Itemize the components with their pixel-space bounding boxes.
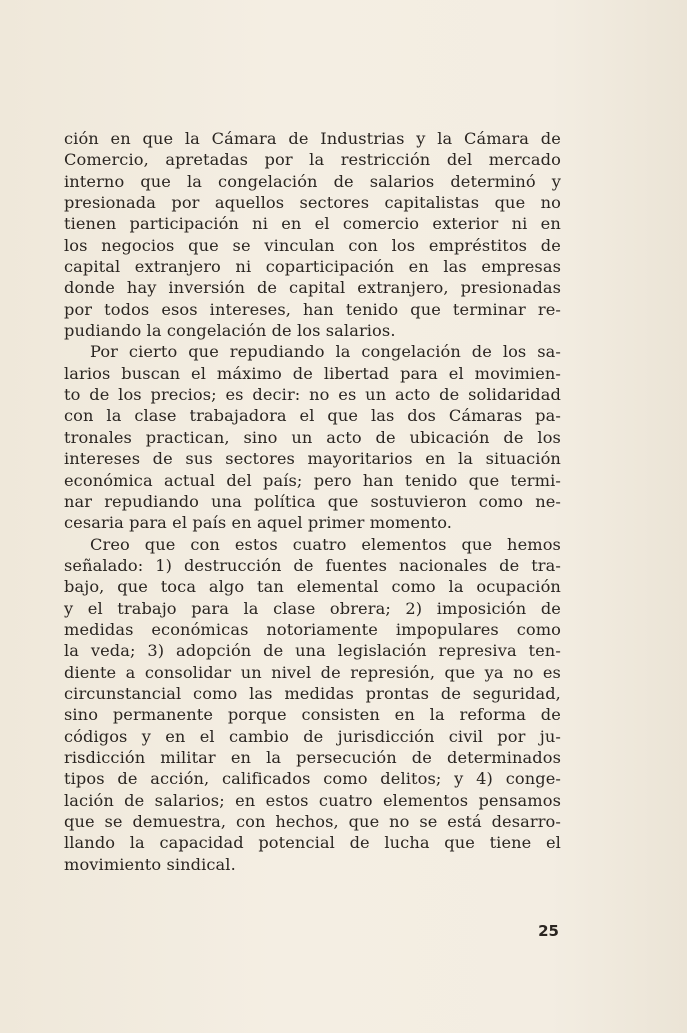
text-line: nar repudiando una política que sostuvieron como ne- <box>64 491 561 511</box>
text-line: sino permanente porque consisten en la reforma de <box>64 705 561 725</box>
text-line: la veda; 3) adopción de una legislación represiva ten- <box>64 641 561 661</box>
text-line: movimiento sindical. <box>64 854 236 874</box>
text-line: los negocios que se vinculan con los empréstitos de <box>64 235 561 255</box>
text-line: circunstancial como las medidas prontas de seguridad, <box>64 683 561 703</box>
page-number: 25 <box>538 922 559 940</box>
text-line: intereses de sus sectores mayoritarios en la situación <box>64 449 561 469</box>
text-line: capital extranjero ni coparticipación en las empresas <box>64 257 561 277</box>
text-line: Comercio, apretadas por la restricción del mercado <box>64 150 561 170</box>
text-line: larios buscan el máximo de libertad para el movimien- <box>64 363 561 383</box>
text-line: presionada por aquellos sectores capitalistas que no <box>64 193 561 213</box>
body-text <box>64 128 561 875</box>
text-line: por todos esos intereses, han tenido que terminar re- <box>64 299 561 319</box>
text-line: que se demuestra, con hechos, que no se está desarro- <box>64 812 561 831</box>
text-line: risdicción militar en la persecución de determinados <box>64 747 561 767</box>
text-line: diente a consolidar un nivel de represión, que ya no es <box>64 662 561 682</box>
paragraph <box>64 128 561 341</box>
text-line: medidas económicas notoriamente impopulares como <box>64 619 561 639</box>
text-line: tipos de acción, calificados como delitos; y 4) conge- <box>64 769 561 789</box>
text-line: lación de salarios; en estos cuatro elementos pensamos <box>64 790 561 810</box>
paragraph <box>64 534 561 876</box>
text-line: bajo, que toca algo tan elemental como la ocupación <box>64 577 561 597</box>
text-line: to de los precios; es decir: no es un acto de solidaridad <box>64 385 561 405</box>
text-line: cesaria para el país en aquel primer momento. <box>64 513 453 533</box>
text-line: económica actual del país; pero han tenido que termi- <box>64 470 561 490</box>
text-line: con la clase trabajadora el que las dos Cámaras pa- <box>64 406 561 426</box>
text-line: códigos y en el cambio de jurisdicción civil por ju- <box>64 726 561 746</box>
text-line: tronales practican, sino un acto de ubicación de los <box>64 427 561 447</box>
text-line: Creo que con estos cuatro elementos que hemos <box>90 534 561 554</box>
text-line: llando la capacidad potencial de lucha que tiene el <box>64 833 561 853</box>
text-line: Por cierto que repudiando la congelación de los sa- <box>90 342 561 362</box>
text-line: tienen participación ni en el comercio exterior ni en <box>64 214 561 234</box>
text-line: interno que la congelación de salarios determinó y <box>64 171 561 191</box>
text-line: señalado: 1) destrucción de fuentes nacionales de tra- <box>64 555 561 575</box>
text-line: donde hay inversión de capital extranjero, presionadas <box>64 278 561 298</box>
text-line: y el trabajo para la clase obrera; 2) imposición de <box>64 598 561 618</box>
text-line: ción en que la Cámara de Industrias y la Cámara de <box>64 129 561 148</box>
paragraph <box>64 341 561 533</box>
text-line: pudiando la congelación de los salarios. <box>64 321 396 341</box>
